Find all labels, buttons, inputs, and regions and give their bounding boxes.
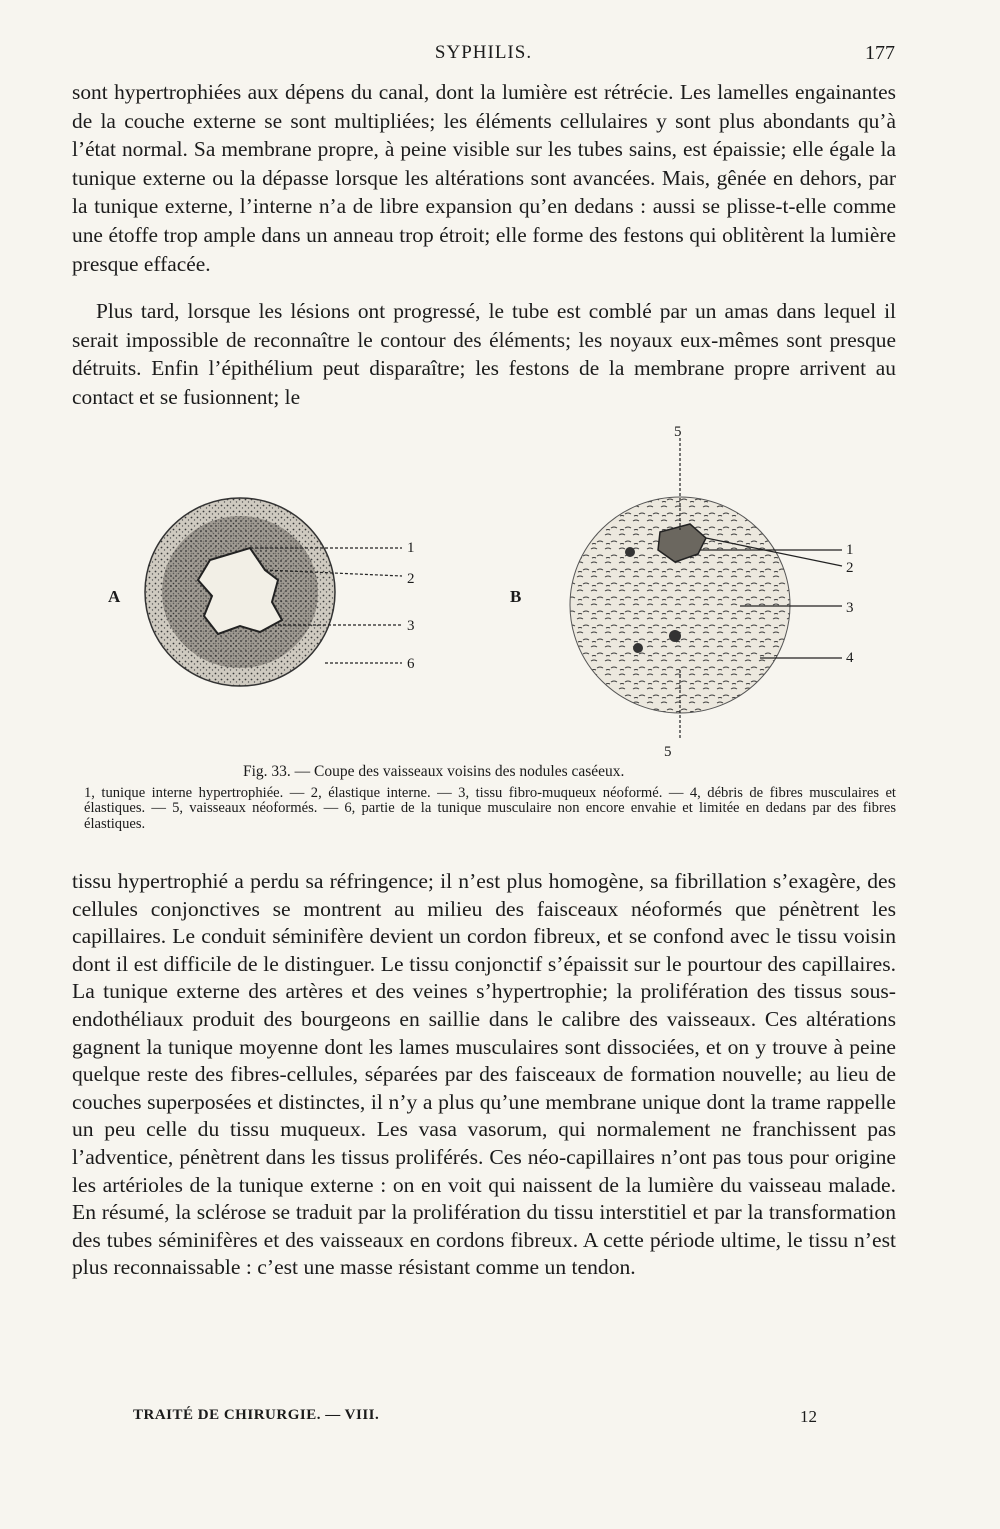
panel-b-label-5-bottom: 5 (664, 744, 672, 760)
panel-a-label-1: 1 (407, 540, 415, 556)
panel-a-letter: A (108, 587, 121, 606)
panel-a-label-2: 2 (407, 571, 415, 587)
panel-b-label-2: 2 (846, 560, 854, 576)
page-number: 177 (865, 42, 895, 64)
paragraph-1: sont hypertrophiées aux dépens du canal, dont la lumière est rétrécie. Les lamelles engainantes de la couche externe se sont multipliées; les éléments cellulaires y sont plus abondants qu’à l’état normal. Sa membrane propre, à peine visible sur les tubes sains, est épaissie; elle égale la tunique externe ou la dépasse lorsque les altérations sont avancées. Mais, gênée en dehors, par la tunique externe, l’interne n’a de libre expansion qu’en dedans : aussi se plisse-t-elle comme une étoffe trop ample dans un anneau trop étroit; elle forme des festons qui oblitèrent la lumière presque effacée. (72, 80, 896, 276)
figure-33 (100, 420, 900, 765)
panel-a-label-6: 6 (407, 656, 415, 672)
footer-book-title: TRAITÉ DE CHIRURGIE. — VIII. (133, 1407, 380, 1423)
panel-b-letter: B (510, 587, 522, 606)
figure-illustration (100, 420, 900, 765)
running-header (72, 42, 895, 72)
panel-b-label-1: 1 (846, 542, 854, 558)
figure-caption-title: Fig. 33. — Coupe des vaisseaux voisins des nodules caséeux. (243, 763, 625, 780)
panel-a-label-3: 3 (407, 618, 415, 634)
panel-b-label-4: 4 (846, 650, 854, 666)
running-title: SYPHILIS. (434, 42, 533, 63)
paragraph-3: tissu hypertrophié a perdu sa réfringence; il n’est plus homogène, sa fibrillation s’exagère, des cellules conjonctives se montrent au milieu des faisceaux néoformés que pénètrent les capillaires. Le conduit séminifère devient un cordon fibreux, et se confond avec le tissu voisin dont il est difficile de le distinguer. Le tissu conjonctif s’épaissit sur le pourtour des capillaires. La tunique externe des artères et des veines s’hypertrophie; la prolifération des tissus sous-endothéliaux produit des bourgeons en saillie dans le calibre des vaisseaux. Ces altérations gagnent la tunique moyenne dont les lames musculaires sont dissociées, et on y trouve à peine quelque reste des fibres-cellules, séparées par des faisceaux de formation nouvelle; au lieu de couches superposées et distinctes, il n’y a plus qu’une membrane unique dont la trame rappelle un peu celle du tissu muqueux. Les vasa vasorum, qui normalement ne franchissent pas l’adventice, pénètrent dans les tissus proliférés. Ces néo-capillaires n’ont pas tous pour origine les artérioles de la tunique externe : on en voit qui naissent de la lumière du vaisseau malade. En résumé, la sclérose se traduit par la prolifération du tissu interstitiel et par la transformation des tubes séminifères et des vaisseaux en cordons fibreux. A cette période ultime, le tissu n’est plus reconnaissable : c’est une masse résistant comme un tendon. (72, 869, 896, 1280)
figure-caption-legend: 1, tunique interne hypertrophiée. — 2, élastique interne. — 3, tissu fibro-muqueux néoformé. — 4, débris de fibres musculaires et élastiques. — 5, vaisseaux néoformés. — 6, partie de la tunique musculaire non encore envahie et limitée en dedans par des fibres élastiques. (84, 785, 896, 832)
panel-a-vessel (145, 498, 335, 686)
panel-b-label-3: 3 (846, 600, 854, 616)
panel-b-label-5-top: 5 (674, 424, 682, 440)
paragraph-2: Plus tard, lorsque les lésions ont progressé, le tube est comblé par un amas dans lequel il serait impossible de reconnaître le contour des éléments; les noyaux eux-mêmes sont presque détruits. Enfin l’épithélium peut disparaître; les festons de la membrane propre arrivent au contact et se fusionnent; le (72, 299, 896, 409)
panel-b-vessel (570, 438, 790, 738)
footer-signature: 12 (800, 1407, 817, 1426)
